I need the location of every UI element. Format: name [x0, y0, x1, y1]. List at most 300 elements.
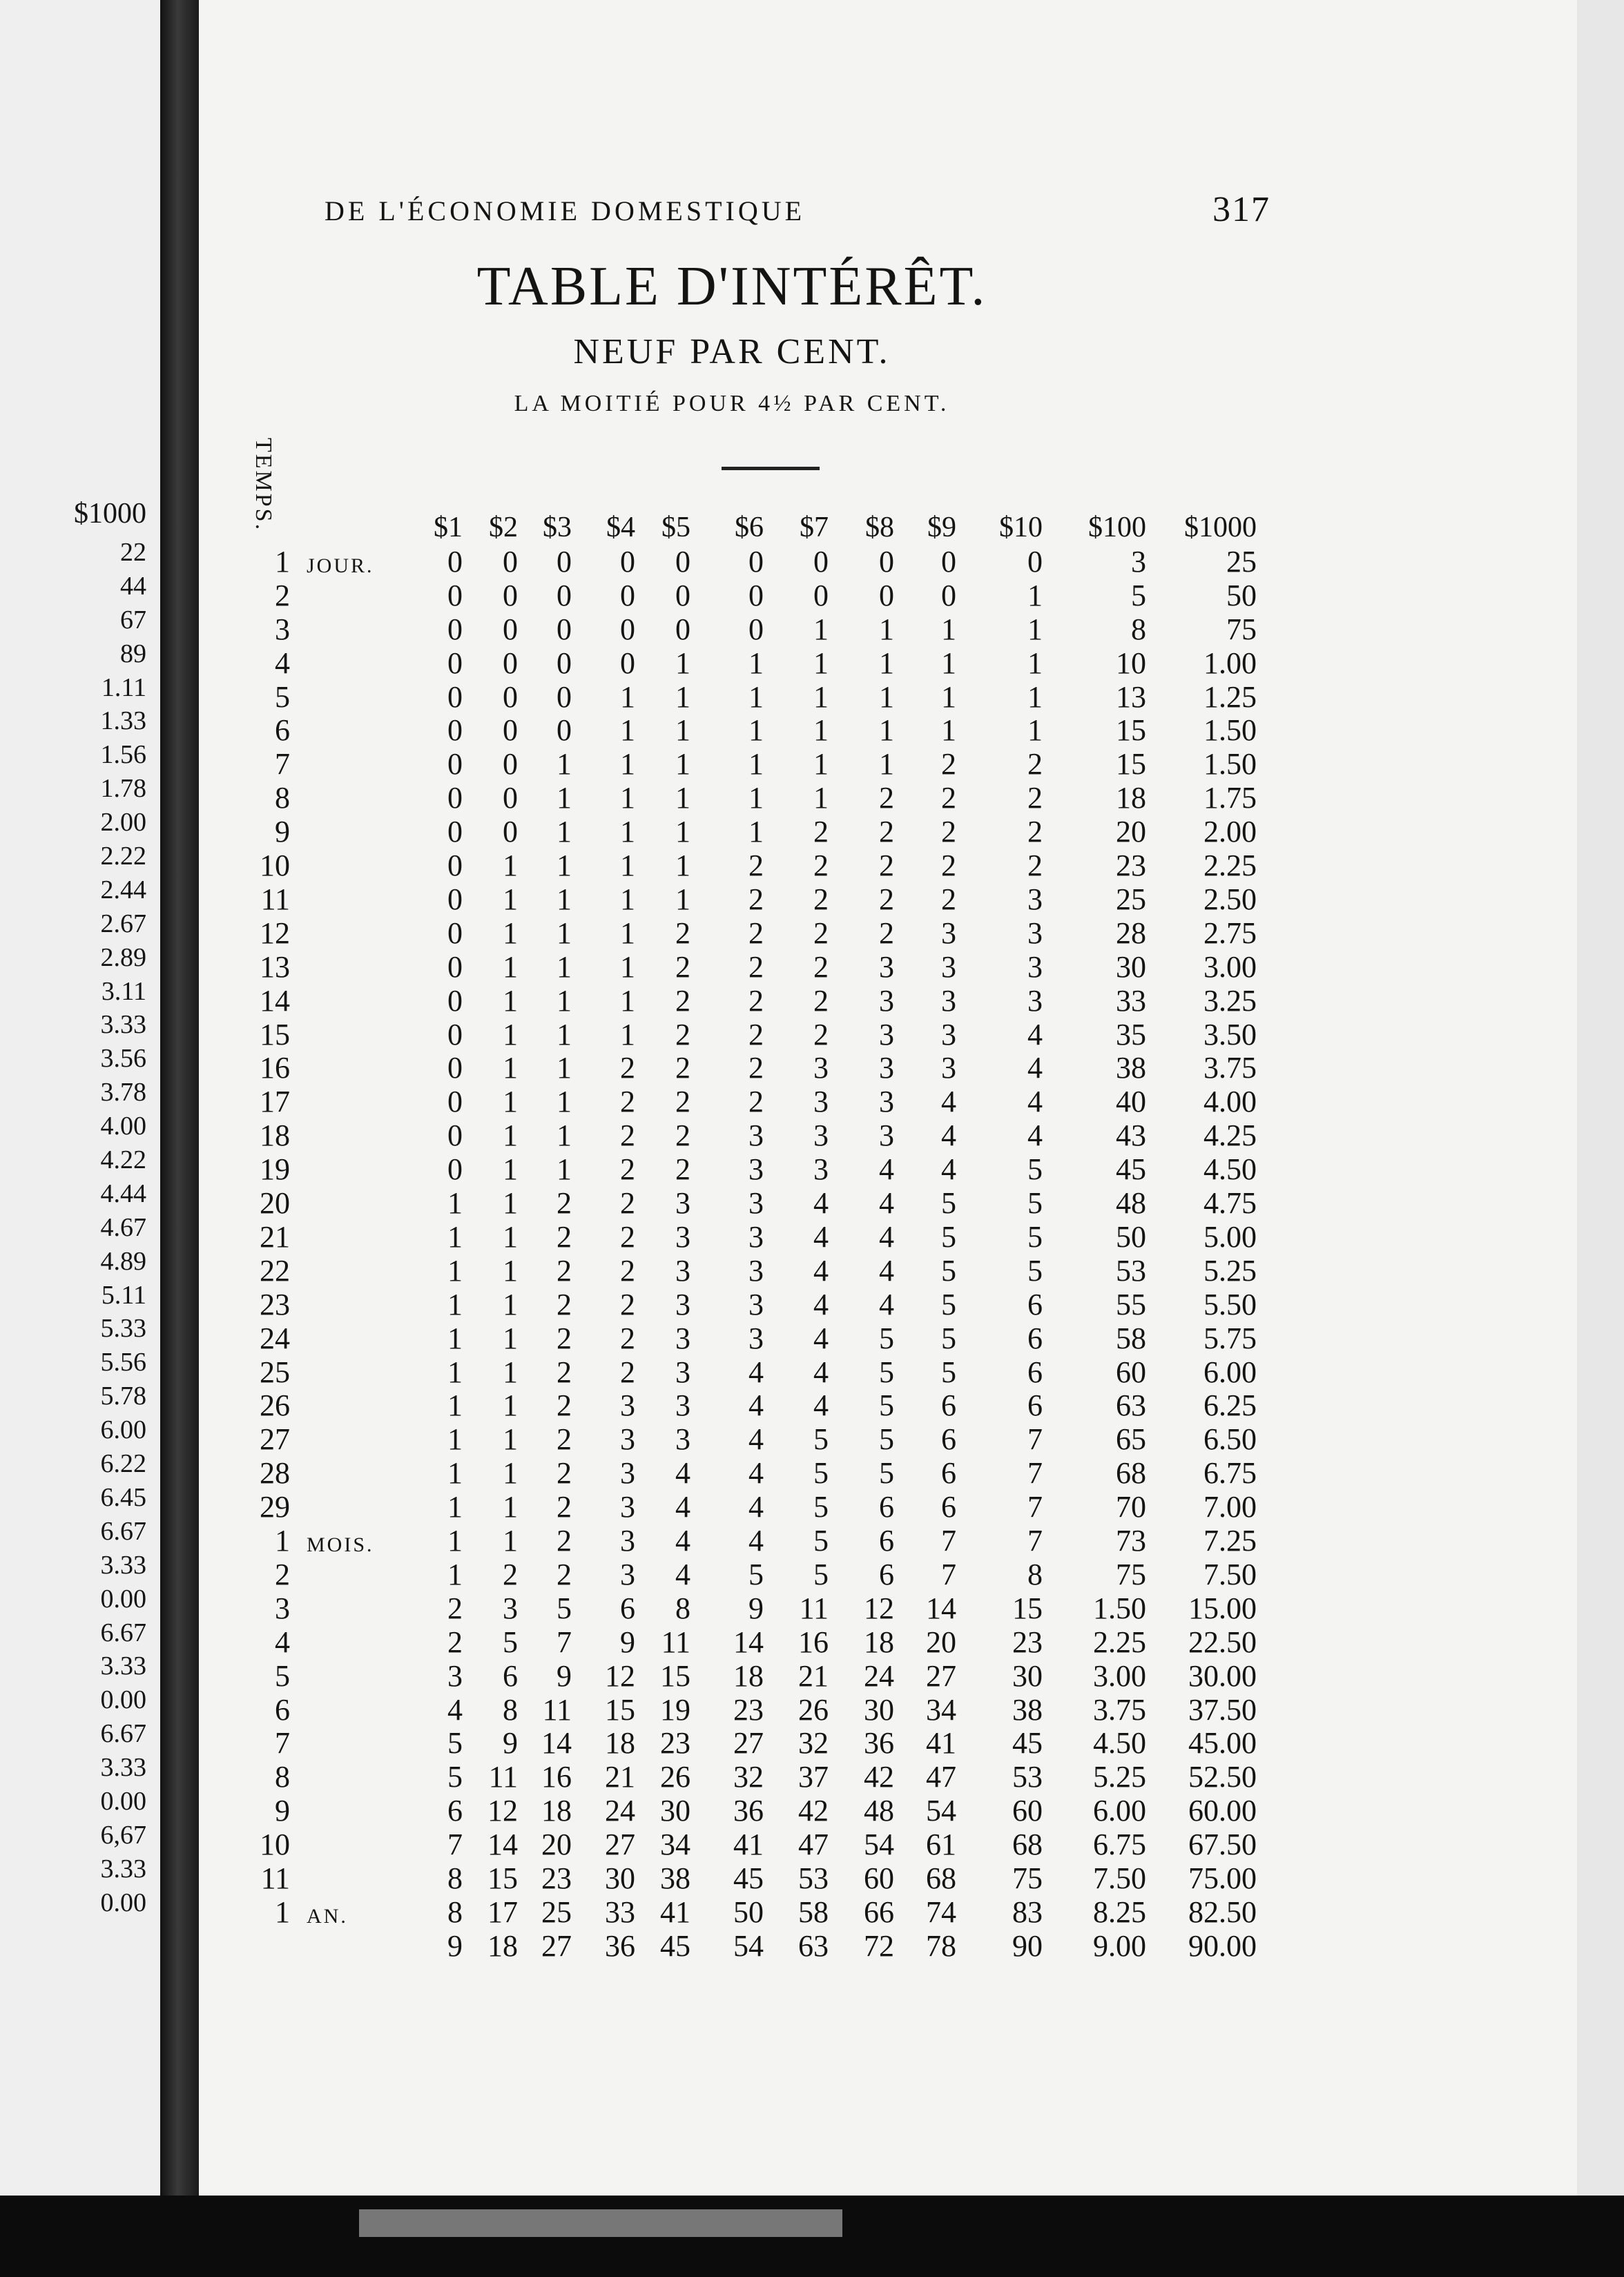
column-header: $9 [927, 512, 956, 543]
table-row [235, 1422, 1312, 1456]
time-value: 7 [275, 1726, 290, 1761]
table-cell: 3 [748, 1219, 764, 1254]
table-cell: 2.00 [1204, 815, 1257, 849]
time-column-label: TEMPS. [251, 438, 276, 532]
table-cell: 1 [879, 612, 894, 646]
table-cell: 1 [503, 1490, 518, 1524]
table-cell: 2 [748, 882, 764, 916]
table-cell: 0 [620, 578, 635, 612]
table-cell: 4 [748, 1422, 764, 1457]
table-cell: 2 [813, 815, 829, 849]
table-cell: 30 [1012, 1658, 1043, 1693]
table-cell: 7.25 [1204, 1524, 1257, 1558]
time-value: 9 [275, 1794, 290, 1828]
table-cell: 15 [605, 1692, 635, 1727]
previous-page-value: 6,67 [100, 1820, 146, 1850]
table-row [235, 1118, 1312, 1152]
table-cell: 2 [879, 915, 894, 950]
time-value: 28 [260, 1456, 290, 1491]
table-cell: 0 [447, 646, 463, 680]
table-cell: 3.75 [1204, 1051, 1257, 1085]
table-cell: 0 [813, 578, 829, 612]
table-cell: 2 [503, 1557, 518, 1591]
table-cell: 4.25 [1204, 1118, 1257, 1153]
table-cell: 1 [447, 1490, 463, 1524]
table-cell: 0 [557, 713, 572, 748]
table-row [235, 1254, 1312, 1288]
table-cell: 4 [813, 1388, 829, 1423]
table-cell: 1 [557, 747, 572, 782]
table-cell: 3 [748, 1321, 764, 1355]
table-cell: 1.50 [1204, 747, 1257, 782]
table-cell: 4 [675, 1524, 690, 1558]
time-value: 11 [260, 1861, 290, 1895]
table-cell: 30 [1116, 949, 1146, 984]
column-header: $1000 [1184, 512, 1257, 543]
table-cell: 1 [620, 815, 635, 849]
table-cell: 0 [941, 544, 956, 579]
table-cell: 5 [941, 1253, 956, 1288]
table-cell: 0 [447, 544, 463, 579]
table-cell: 6 [941, 1456, 956, 1491]
table-cell: 0 [447, 1152, 463, 1187]
table-cell: 0 [503, 612, 518, 646]
table-cell: 3 [447, 1658, 463, 1693]
table-cell: 2 [748, 949, 764, 984]
table-cell: 23 [541, 1861, 572, 1895]
table-cell: 25 [1226, 544, 1257, 579]
table-cell: 25 [541, 1895, 572, 1929]
table-cell: 3.50 [1204, 1017, 1257, 1052]
table-row [235, 1929, 1312, 1963]
table-cell: 1 [447, 1524, 463, 1558]
table-cell: 30.00 [1188, 1658, 1257, 1693]
table-cell: 5 [941, 1355, 956, 1389]
time-value: 20 [260, 1186, 290, 1220]
table-cell: 58 [798, 1895, 829, 1929]
table-cell: 4 [813, 1355, 829, 1389]
table-cell: 2 [748, 849, 764, 882]
table-cell: 83 [1012, 1895, 1043, 1929]
table-cell: 1 [447, 1355, 463, 1389]
table-cell: 4 [748, 1355, 764, 1389]
table-cell: 1.50 [1093, 1591, 1146, 1625]
table-cell: 11 [799, 1591, 829, 1625]
time-value: 7 [275, 747, 290, 782]
table-cell: 6 [879, 1557, 894, 1591]
table-cell: 0 [1027, 544, 1043, 579]
table-cell: 3 [879, 949, 894, 984]
table-cell: 2 [813, 983, 829, 1018]
table-cell: 0 [675, 544, 690, 579]
table-cell: 4 [813, 1253, 829, 1288]
table-cell: 3 [879, 1017, 894, 1052]
table-cell: 2 [879, 815, 894, 849]
column-header: $1 [434, 512, 463, 543]
table-cell: 7.50 [1204, 1557, 1257, 1591]
table-cell: 40 [1116, 1085, 1146, 1119]
table-cell: 1 [813, 747, 829, 782]
table-cell: 3 [1027, 949, 1043, 984]
time-value: 4 [275, 1625, 290, 1659]
time-value: 5 [275, 1658, 290, 1693]
table-cell: 1 [675, 747, 690, 782]
table-cell: 0 [748, 578, 764, 612]
table-cell: 30 [605, 1861, 635, 1895]
paper-scrap [359, 2209, 842, 2237]
table-cell: 54 [864, 1828, 894, 1862]
table-cell: 1 [620, 679, 635, 714]
time-value: 2 [275, 1557, 290, 1591]
table-cell: 4 [748, 1524, 764, 1558]
book-spine [160, 0, 199, 2196]
previous-page-value: 4.67 [100, 1212, 146, 1242]
table-cell: 1 [879, 679, 894, 714]
table-cell: 7 [941, 1557, 956, 1591]
table-cell: 12 [487, 1794, 518, 1828]
table-cell: 5 [1027, 1152, 1043, 1187]
table-cell: 3 [675, 1186, 690, 1220]
time-value: 18 [260, 1118, 290, 1153]
table-cell: 3 [503, 1591, 518, 1625]
table-cell: 4 [675, 1456, 690, 1491]
table-cell: 0 [557, 612, 572, 646]
table-cell: 5 [879, 1321, 894, 1355]
previous-page-value: 6.67 [100, 1719, 146, 1749]
table-cell: 4.75 [1204, 1186, 1257, 1220]
table-cell: 2 [675, 1118, 690, 1153]
table-cell: 60 [1012, 1794, 1043, 1828]
previous-page-value: 22 [120, 538, 146, 567]
table-cell: 6 [447, 1794, 463, 1828]
table-cell: 2 [813, 849, 829, 882]
table-cell: 1 [620, 949, 635, 984]
table-cell: 1 [813, 646, 829, 680]
table-cell: 32 [798, 1726, 829, 1761]
table-row [235, 1388, 1312, 1422]
table-cell: 45.00 [1188, 1726, 1257, 1761]
table-row [235, 916, 1312, 950]
table-row [235, 1659, 1312, 1693]
table-cell: 16 [541, 1760, 572, 1794]
table-row [235, 1288, 1312, 1321]
table-cell: 58 [1116, 1321, 1146, 1355]
table-cell: 53 [1116, 1253, 1146, 1288]
table-cell: 3 [941, 1017, 956, 1052]
table-cell: 34 [660, 1828, 690, 1862]
table-cell: 1 [748, 815, 764, 849]
table-cell: 1 [941, 713, 956, 748]
table-cell: 2 [813, 882, 829, 916]
table-cell: 37.50 [1188, 1692, 1257, 1727]
table-cell: 3 [675, 1355, 690, 1389]
table-cell: 1 [748, 747, 764, 782]
previous-page-value: 4.00 [100, 1112, 146, 1141]
table-cell: 3 [879, 1051, 894, 1085]
table-cell: 5 [941, 1219, 956, 1254]
table-cell: 5 [941, 1321, 956, 1355]
table-cell: 1 [503, 849, 518, 882]
table-cell: 18 [864, 1625, 894, 1659]
table-cell: 3 [620, 1422, 635, 1457]
table-cell: 24 [864, 1658, 894, 1693]
table-cell: 2 [620, 1186, 635, 1220]
table-cell: 4 [1027, 1085, 1043, 1119]
previous-page-value: 6.45 [100, 1482, 146, 1512]
table-cell: 2.25 [1093, 1625, 1146, 1659]
table-cell: 4 [748, 1456, 764, 1491]
previous-page-value: 3.33 [100, 1010, 146, 1040]
table-cell: 4 [1027, 1017, 1043, 1052]
table-cell: 38 [660, 1861, 690, 1895]
table-cell: 2 [557, 1186, 572, 1220]
time-value: 19 [260, 1152, 290, 1187]
table-cell: 41 [733, 1828, 764, 1862]
table-cell: 2 [620, 1355, 635, 1389]
table-cell: 42 [864, 1760, 894, 1794]
table-cell: 0 [620, 646, 635, 680]
table-cell: 1 [941, 679, 956, 714]
table-cell: 2 [1027, 849, 1043, 882]
table-cell: 0 [557, 646, 572, 680]
table-cell: 1 [620, 1017, 635, 1052]
table-cell: 0 [503, 815, 518, 849]
table-row [235, 781, 1312, 815]
table-cell: 0 [447, 1118, 463, 1153]
table-cell: 23 [660, 1726, 690, 1761]
table-cell: 3 [675, 1287, 690, 1321]
previous-page-value: 5.56 [100, 1348, 146, 1377]
time-value: 27 [260, 1422, 290, 1457]
table-cell: 54 [926, 1794, 956, 1828]
table-cell: 6 [1027, 1287, 1043, 1321]
table-cell: 48 [864, 1794, 894, 1828]
table-cell: 5 [813, 1557, 829, 1591]
table-cell: 2 [675, 949, 690, 984]
table-cell: 2 [557, 1490, 572, 1524]
table-cell: 23 [733, 1692, 764, 1727]
previous-page-value: 2.44 [100, 875, 146, 904]
table-cell: 78 [926, 1928, 956, 1963]
previous-page-value: 3.33 [100, 1550, 146, 1580]
table-row [235, 815, 1312, 849]
time-value: 22 [260, 1253, 290, 1288]
table-cell: 1 [447, 1287, 463, 1321]
table-cell: 6 [879, 1490, 894, 1524]
table-cell: 1 [447, 1186, 463, 1220]
table-cell: 3 [1027, 915, 1043, 950]
table-cell: 0 [503, 679, 518, 714]
table-cell: 7.00 [1204, 1490, 1257, 1524]
time-value: 1 [275, 544, 290, 579]
table-cell: 45 [1116, 1152, 1146, 1187]
table-cell: 66 [864, 1895, 894, 1929]
table-cell: 4 [813, 1287, 829, 1321]
table-cell: 38 [1012, 1692, 1043, 1727]
table-cell: 5 [1027, 1253, 1043, 1288]
table-cell: 2 [620, 1321, 635, 1355]
table-cell: 55 [1116, 1287, 1146, 1321]
previous-page-value: 6.00 [100, 1415, 146, 1445]
table-cell: 32 [733, 1760, 764, 1794]
table-cell: 18 [733, 1658, 764, 1693]
table-cell: 50 [1226, 578, 1257, 612]
table-header-row [235, 511, 1312, 545]
table-cell: 19 [660, 1692, 690, 1727]
table-cell: 6.75 [1093, 1828, 1146, 1862]
table-cell: 1 [620, 849, 635, 882]
time-value: 25 [260, 1355, 290, 1389]
time-value: 10 [260, 1828, 290, 1862]
table-cell: 75.00 [1188, 1861, 1257, 1895]
table-cell: 74 [926, 1895, 956, 1929]
table-cell: 5 [1131, 578, 1146, 612]
table-row [235, 1355, 1312, 1389]
table-row [235, 1828, 1312, 1861]
table-cell: 2 [1027, 747, 1043, 782]
table-cell: 3 [675, 1422, 690, 1457]
table-cell: 1 [1027, 646, 1043, 680]
table-cell: 2 [675, 1152, 690, 1187]
table-cell: 2 [879, 882, 894, 916]
previous-page-value: 2.22 [100, 842, 146, 871]
table-cell: 90 [1012, 1928, 1043, 1963]
table-cell: 2 [941, 849, 956, 882]
table-cell: 1 [675, 646, 690, 680]
table-cell: 5 [503, 1625, 518, 1659]
table-row [235, 1524, 1312, 1558]
table-cell: 33 [1116, 983, 1146, 1018]
time-value: 2 [275, 578, 290, 612]
table-cell: 4 [941, 1118, 956, 1153]
previous-page-value: 67 [120, 605, 146, 634]
table-cell: 53 [1012, 1760, 1043, 1794]
table-cell: 15 [1116, 747, 1146, 782]
table-cell: 21 [798, 1658, 829, 1693]
table-cell: 2 [748, 983, 764, 1018]
table-cell: 4 [813, 1321, 829, 1355]
table-cell: 3 [748, 1186, 764, 1220]
table-cell: 1 [620, 882, 635, 916]
table-cell: 20 [1116, 815, 1146, 849]
table-cell: 1 [748, 781, 764, 815]
table-cell: 0 [557, 679, 572, 714]
table-cell: 0 [503, 713, 518, 748]
table-cell: 0 [447, 849, 463, 882]
table-cell: 0 [748, 612, 764, 646]
table-cell: 9 [748, 1591, 764, 1625]
table-cell: 3 [879, 1085, 894, 1119]
table-cell: 2 [813, 949, 829, 984]
table-cell: 12 [605, 1658, 635, 1693]
table-cell: 5 [879, 1388, 894, 1423]
table-cell: 7 [1027, 1456, 1043, 1491]
table-cell: 1 [503, 1186, 518, 1220]
table-cell: 4 [879, 1219, 894, 1254]
table-cell: 3 [941, 915, 956, 950]
table-cell: 1 [620, 983, 635, 1018]
table-cell: 7 [941, 1524, 956, 1558]
time-value: 21 [260, 1219, 290, 1254]
table-cell: 0 [447, 578, 463, 612]
table-cell: 45 [660, 1928, 690, 1963]
previous-page-value: 3.78 [100, 1078, 146, 1107]
table-cell: 20 [541, 1828, 572, 1862]
table-cell: 5 [941, 1186, 956, 1220]
table-cell: 2 [557, 1287, 572, 1321]
previous-page-value: 0.00 [100, 1786, 146, 1816]
previous-page-value: 6.67 [100, 1618, 146, 1647]
table-cell: 1 [879, 646, 894, 680]
table-cell: 2 [879, 781, 894, 815]
table-cell: 27 [733, 1726, 764, 1761]
time-value: 15 [260, 1017, 290, 1052]
table-subtitle: NEUF PAR CENT. [573, 332, 891, 371]
table-cell: 22.50 [1188, 1625, 1257, 1659]
table-cell: 6.50 [1204, 1422, 1257, 1457]
previous-page-value: 3.33 [100, 1753, 146, 1783]
table-cell: 6.25 [1204, 1388, 1257, 1423]
table-cell: 6 [1027, 1321, 1043, 1355]
table-cell: 4 [1027, 1051, 1043, 1085]
table-cell: 1 [503, 1051, 518, 1085]
time-value: 29 [260, 1490, 290, 1524]
table-cell: 0 [620, 544, 635, 579]
table-row [235, 1625, 1312, 1659]
table-cell: 53 [798, 1861, 829, 1895]
table-cell: 5 [879, 1422, 894, 1457]
previous-page-value: 2.89 [100, 942, 146, 972]
table-cell: 1 [503, 1287, 518, 1321]
table-cell: 1 [748, 713, 764, 748]
table-cell: 0 [941, 578, 956, 612]
table-cell: 1 [879, 713, 894, 748]
table-cell: 1 [557, 781, 572, 815]
table-cell: 0 [813, 544, 829, 579]
table-cell: 1 [941, 612, 956, 646]
table-cell: 3 [1027, 882, 1043, 916]
table-cell: 75 [1226, 612, 1257, 646]
table-cell: 28 [1116, 915, 1146, 950]
table-cell: 1 [503, 1118, 518, 1153]
table-cell: 18 [541, 1794, 572, 1828]
table-cell: 3.00 [1093, 1658, 1146, 1693]
table-cell: 6 [941, 1422, 956, 1457]
table-title: TABLE D'INTÉRÊT. [476, 256, 987, 317]
previous-page-value: 3.11 [101, 976, 146, 1006]
time-value: 8 [275, 781, 290, 815]
table-cell: 6.75 [1204, 1456, 1257, 1491]
table-cell: 0 [503, 747, 518, 782]
table-cell: 3 [748, 1118, 764, 1153]
previous-page-value: 4.44 [100, 1179, 146, 1208]
table-cell: 1 [557, 1152, 572, 1187]
table-cell: 0 [447, 915, 463, 950]
table-cell: 82.50 [1188, 1895, 1257, 1929]
table-cell: 1 [503, 1524, 518, 1558]
table-cell: 45 [1012, 1726, 1043, 1761]
time-value: 6 [275, 1692, 290, 1727]
table-cell: 6 [879, 1524, 894, 1558]
table-cell: 2 [620, 1253, 635, 1288]
column-header: $10 [999, 512, 1043, 543]
table-row [235, 984, 1312, 1018]
table-cell: 63 [1116, 1388, 1146, 1423]
previous-page-value: 4.89 [100, 1246, 146, 1276]
table-cell: 50 [1116, 1219, 1146, 1254]
table-cell: 4 [748, 1388, 764, 1423]
table-cell: 4.50 [1204, 1152, 1257, 1187]
